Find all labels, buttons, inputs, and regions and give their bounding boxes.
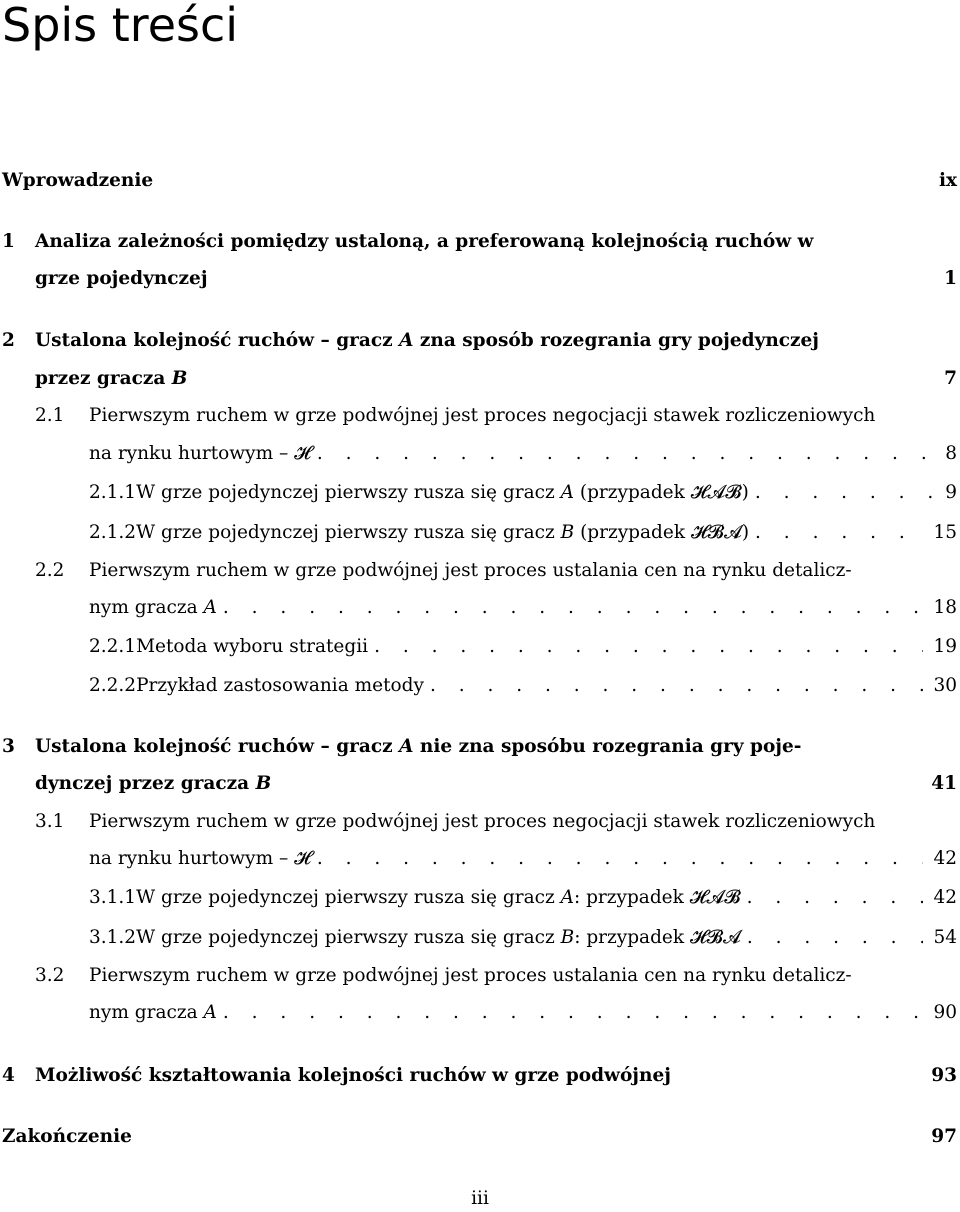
toc-page-number: 42 [933, 887, 957, 908]
toc-entry-number: 2.2.2 [89, 675, 137, 696]
toc-entry-2-2-1[interactable] [89, 634, 957, 660]
toc-entry-3-1-2[interactable] [89, 925, 957, 951]
toc-entry-ch1-cont[interactable] [35, 266, 957, 292]
toc-entry-title-cont: przez gracza B [35, 368, 188, 389]
toc-entry-ch2[interactable] [2, 328, 957, 354]
toc-entry-title: Pierwszym ruchem w grze podwójnej jest proces negocjacji stawek rozliczeniowych [89, 405, 876, 426]
toc-entry-title: Zakończenie [2, 1126, 132, 1147]
toc-entry-number: 3.1.2 [89, 927, 137, 948]
toc-entry-2-1[interactable] [35, 403, 957, 429]
toc-entry-title: Metoda wyboru strategii [136, 636, 369, 657]
toc-leader-dots [755, 520, 923, 546]
toc-entry-3-1-cont[interactable] [89, 846, 957, 872]
toc-entry-title: Możliwość kształtowania kolejności ruchów w grze podwójnej [35, 1065, 671, 1086]
toc-entry-title: W grze pojedynczej pierwszy rusza się gracz B: przypadek 𝓗𝓑𝓐 [136, 927, 741, 948]
toc-entry-number: 2.1 [35, 405, 65, 426]
toc-entry-number: 3 [2, 736, 15, 757]
toc-page-number: 42 [933, 848, 957, 869]
toc-entry-title-cont: dynczej przez gracza B [35, 773, 272, 794]
toc-entry-ch3-cont[interactable] [35, 771, 957, 797]
toc-entry-number: 3.1.1 [89, 887, 137, 908]
toc-page-number: 1 [944, 268, 957, 289]
toc-entry-number: 2.2.1 [89, 636, 137, 657]
toc-entry-title-cont: grze pojedynczej [35, 268, 208, 289]
toc-entry-2-2-cont[interactable] [89, 595, 957, 621]
toc-entry-3-2-cont[interactable] [89, 1000, 957, 1026]
toc-leader-dots [374, 634, 923, 660]
toc-page-number: 7 [944, 368, 957, 389]
toc-page-number: 97 [931, 1126, 957, 1147]
page-title: Spis treści [2, 0, 239, 52]
toc-page-number: 15 [933, 522, 957, 543]
toc-entry-number: 2.1.1 [89, 482, 137, 503]
toc-entry-number: 2.1.2 [89, 522, 137, 543]
toc-entry-title-cont: na rynku hurtowym – 𝓗 [89, 443, 311, 464]
toc-entry-3-1[interactable] [35, 809, 957, 835]
toc-page-number: 93 [931, 1065, 957, 1086]
toc-entry-number: 3.2 [35, 965, 65, 986]
toc-entry-title: Wprowadzenie [2, 170, 154, 191]
toc-entry-title: W grze pojedynczej pierwszy rusza się gracz A: przypadek 𝓗𝓐𝓑 [136, 887, 741, 908]
toc-leader-dots [747, 925, 924, 951]
toc-entry-2-1-2[interactable] [89, 520, 957, 546]
toc-leader-dots [317, 441, 935, 467]
toc-entry-title-cont: na rynku hurtowym – 𝓗 [89, 848, 311, 869]
toc-entry-title: W grze pojedynczej pierwszy rusza się gracz B (przypadek 𝓗𝓑𝓐) [136, 522, 750, 543]
toc-entry-ch2-cont[interactable] [35, 366, 957, 392]
toc-page-number: 9 [945, 482, 957, 503]
toc-entry-number: 3.1 [35, 811, 65, 832]
toc-leader-dots [223, 595, 924, 621]
toc-entry-2-2[interactable] [35, 558, 957, 584]
toc-page-number: 30 [933, 675, 957, 696]
toc-page-number: ix [938, 170, 957, 191]
toc-entry-title: Pierwszym ruchem w grze podwójnej jest proces ustalania cen na rynku detalicz- [89, 965, 852, 986]
toc-entry-title: Przykład zastosowania metody [136, 675, 424, 696]
toc-page-number: 90 [933, 1002, 957, 1023]
toc-page-number: 54 [933, 927, 957, 948]
toc-page-number: 19 [933, 636, 957, 657]
page-number-footer: iii [471, 1188, 489, 1209]
toc-entry-intro[interactable] [2, 168, 957, 194]
toc-entry-number: 4 [2, 1065, 15, 1086]
toc-entry-number: 1 [2, 231, 15, 252]
toc-leader-dots [755, 480, 935, 506]
toc-entry-ch4[interactable] [2, 1063, 957, 1089]
toc-entry-ch3[interactable] [2, 734, 957, 760]
toc-entry-2-1-cont[interactable] [89, 441, 957, 467]
toc-leader-dots [317, 846, 924, 872]
toc-leader-dots [430, 673, 923, 699]
toc-entry-2-2-2[interactable] [89, 673, 957, 699]
toc-page-number: 18 [933, 597, 957, 618]
toc-entry-title-cont: nym gracza A [89, 1002, 217, 1023]
toc-entry-title: Pierwszym ruchem w grze podwójnej jest proces negocjacji stawek rozliczeniowych [89, 811, 876, 832]
toc-entry-2-1-1[interactable] [89, 480, 957, 506]
toc-entry-ch1[interactable] [2, 229, 957, 255]
toc-entry-title: W grze pojedynczej pierwszy rusza się gracz A (przypadek 𝓗𝓐𝓑) [136, 482, 749, 503]
toc-entry-outro[interactable] [2, 1124, 957, 1150]
toc-entry-number: 2 [2, 330, 15, 351]
toc-page-number: 8 [945, 443, 957, 464]
toc-leader-dots [223, 1000, 924, 1026]
toc-entry-title: Pierwszym ruchem w grze podwójnej jest proces ustalania cen na rynku detalicz- [89, 560, 852, 581]
toc-entry-title: Ustalona kolejność ruchów – gracz A zna sposób rozegrania gry pojedynczej [35, 330, 820, 351]
toc-entry-title: Analiza zależności pomiędzy ustaloną, a preferowaną kolejnością ruchów w [35, 231, 814, 252]
toc-entry-3-2[interactable] [35, 963, 957, 989]
toc-entry-title-cont: nym gracza A [89, 597, 217, 618]
toc-leader-dots [747, 885, 924, 911]
toc-page-number: 41 [931, 773, 957, 794]
toc-entry-3-1-1[interactable] [89, 885, 957, 911]
toc-entry-title: Ustalona kolejność ruchów – gracz A nie zna sposóbu rozegrania gry poje- [35, 736, 802, 757]
toc-entry-number: 2.2 [35, 560, 65, 581]
